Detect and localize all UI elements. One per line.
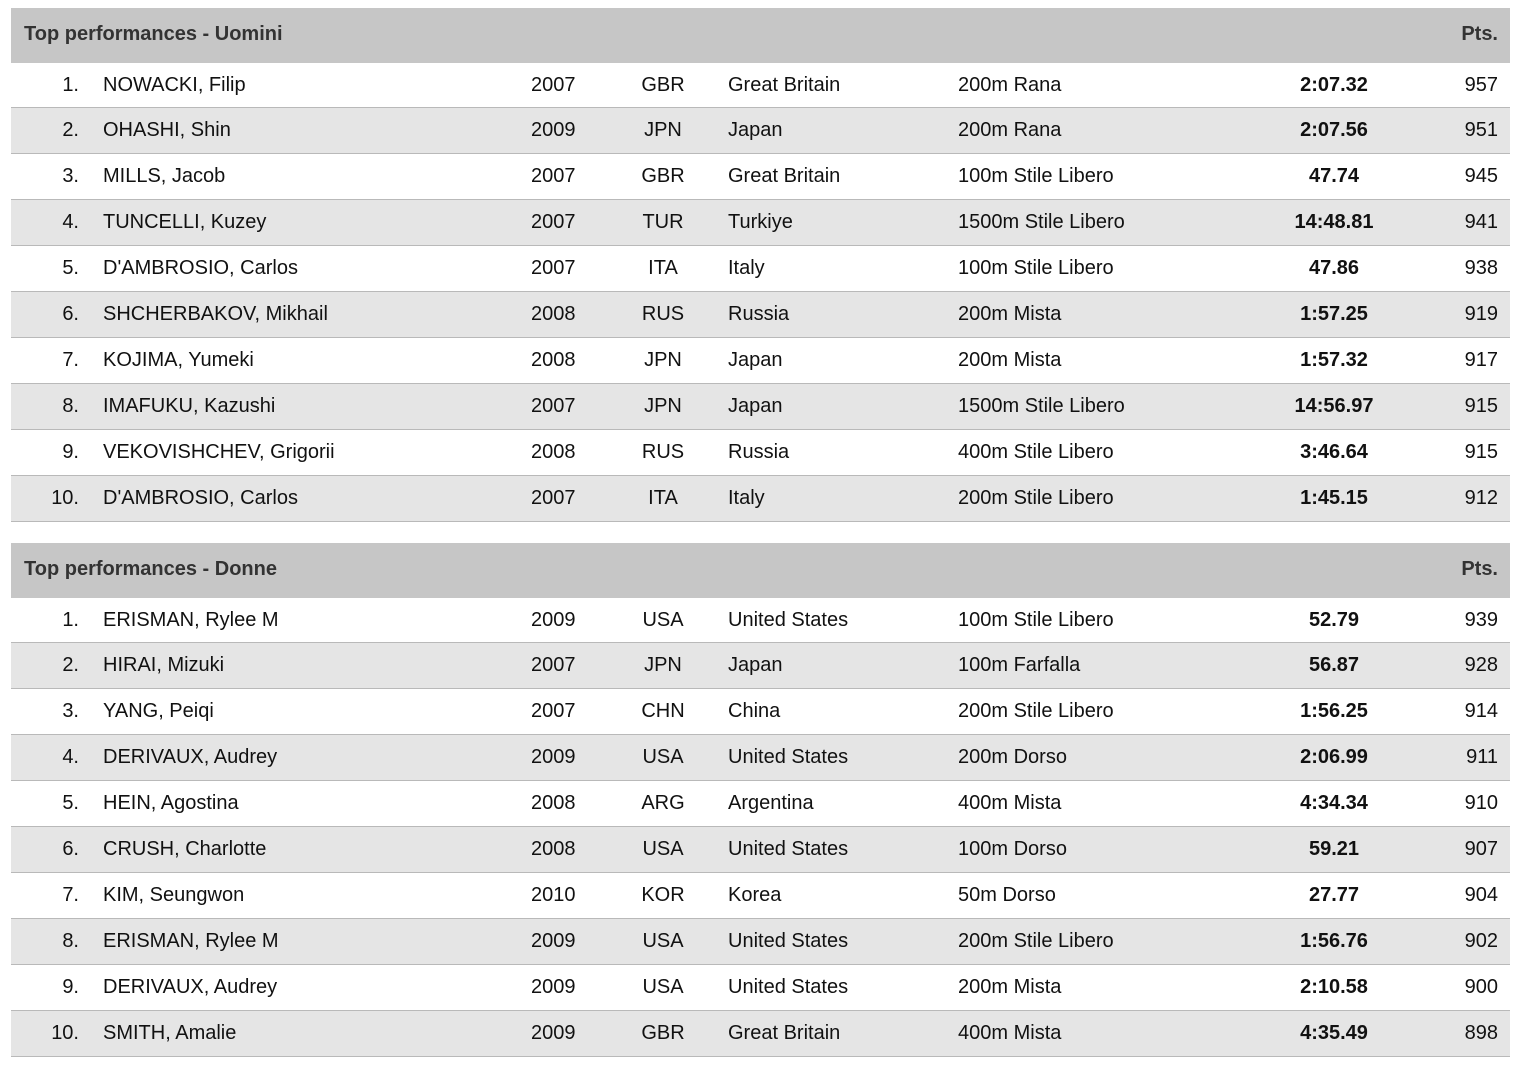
event-name: 200m Rana (958, 74, 1062, 96)
rank-cell: 5. (62, 792, 79, 814)
table-row (11, 781, 1510, 827)
event-name: 200m Mista (958, 349, 1062, 371)
country-name: Japan (728, 119, 783, 141)
event-name: 1500m Stile Libero (958, 211, 1125, 233)
birth-year: 2007 (531, 654, 576, 676)
nation-code: RUS (641, 303, 685, 325)
country-name: Argentina (728, 792, 814, 814)
points-value: 945 (1464, 165, 1498, 187)
birth-year: 2007 (531, 211, 576, 233)
table-row (11, 873, 1510, 919)
swim-time: 4:35.49 (1300, 1022, 1368, 1044)
rank-cell: 2. (62, 119, 79, 141)
table-row (11, 476, 1510, 522)
event-name: 200m Stile Libero (958, 487, 1114, 509)
points-value: 939 (1464, 609, 1498, 631)
rank-cell: 6. (62, 838, 79, 860)
event-name: 100m Stile Libero (958, 609, 1114, 631)
table-row (11, 689, 1510, 735)
country-name: Great Britain (728, 165, 841, 187)
table-row (11, 338, 1510, 384)
points-value: 910 (1464, 792, 1498, 814)
swim-time: 1:45.15 (1300, 487, 1368, 509)
nation-code: USA (642, 609, 684, 631)
swim-time: 2:06.99 (1300, 746, 1368, 768)
athlete-name: DERIVAUX, Audrey (103, 976, 278, 998)
rank-cell: 4. (62, 746, 79, 768)
rank-cell: 3. (62, 165, 79, 187)
birth-year: 2009 (531, 119, 576, 141)
table-row (11, 200, 1510, 246)
nation-code: JPN (644, 349, 682, 371)
birth-year: 2007 (531, 74, 576, 96)
birth-year: 2009 (531, 746, 576, 768)
nation-code: CHN (641, 700, 685, 722)
birth-year: 2009 (531, 1022, 576, 1044)
swim-time: 56.87 (1308, 654, 1360, 676)
event-name: 200m Mista (958, 976, 1062, 998)
country-name: United States (728, 930, 849, 952)
swim-time: 3:46.64 (1300, 441, 1368, 463)
points-value: 957 (1464, 74, 1498, 96)
nation-code: ITA (648, 487, 678, 509)
country-name: Great Britain (728, 1022, 841, 1044)
nation-code: KOR (641, 884, 685, 906)
table-row (11, 246, 1510, 292)
table-row (11, 598, 1510, 643)
rank-cell: 1. (62, 609, 79, 631)
swim-time: 2:07.32 (1300, 74, 1368, 96)
rank-cell: 6. (62, 303, 79, 325)
points-value: 902 (1464, 930, 1498, 952)
points-column-header: Pts. (1461, 558, 1498, 580)
country-name: United States (728, 838, 849, 860)
event-name: 200m Dorso (958, 746, 1067, 768)
event-name: 400m Stile Libero (958, 441, 1114, 463)
country-name: United States (728, 976, 849, 998)
rank-cell: 4. (62, 211, 79, 233)
athlete-name: ERISMAN, Rylee M (103, 930, 279, 952)
birth-year: 2009 (531, 976, 576, 998)
table-row (11, 643, 1510, 689)
country-name: Japan (728, 395, 783, 417)
nation-code: USA (642, 976, 684, 998)
athlete-name: D'AMBROSIO, Carlos (103, 257, 298, 279)
athlete-name: ERISMAN, Rylee M (103, 609, 279, 631)
birth-year: 2007 (531, 700, 576, 722)
nation-code: USA (642, 746, 684, 768)
nation-code: GBR (641, 74, 685, 96)
event-name: 100m Dorso (958, 838, 1067, 860)
points-value: 951 (1464, 119, 1498, 141)
swim-time: 52.79 (1308, 609, 1360, 631)
swim-time: 2:07.56 (1300, 119, 1368, 141)
country-name: Russia (728, 441, 790, 463)
women-rankings-table (11, 543, 1510, 1057)
athlete-name: HEIN, Agostina (103, 792, 239, 814)
table-row (11, 827, 1510, 873)
athlete-name: TUNCELLI, Kuzey (103, 211, 267, 233)
nation-code: TUR (642, 211, 684, 233)
table-title: Top performances - Donne (24, 558, 277, 580)
nation-code: USA (642, 838, 684, 860)
birth-year: 2007 (531, 395, 576, 417)
athlete-name: IMAFUKU, Kazushi (103, 395, 276, 417)
men-rankings-table (11, 8, 1510, 522)
athlete-name: NOWACKI, Filip (103, 74, 246, 96)
nation-code: GBR (641, 1022, 685, 1044)
points-column-header: Pts. (1461, 23, 1498, 45)
birth-year: 2007 (531, 165, 576, 187)
table-row (11, 292, 1510, 338)
birth-year: 2009 (531, 609, 576, 631)
rank-cell: 2. (62, 654, 79, 676)
nation-code: JPN (644, 654, 682, 676)
rank-cell: 8. (62, 930, 79, 952)
event-name: 200m Stile Libero (958, 930, 1114, 952)
points-value: 917 (1464, 349, 1498, 371)
rank-cell: 10. (51, 1022, 79, 1044)
country-name: Great Britain (728, 74, 841, 96)
birth-year: 2008 (531, 838, 576, 860)
table-header (11, 8, 1510, 63)
table-body (11, 63, 1510, 522)
table-header (11, 543, 1510, 598)
country-name: Italy (728, 487, 765, 509)
athlete-name: KIM, Seungwon (103, 884, 245, 906)
event-name: 100m Stile Libero (958, 165, 1114, 187)
points-value: 898 (1464, 1022, 1498, 1044)
swim-time: 47.74 (1308, 165, 1360, 187)
swim-time: 1:57.25 (1300, 303, 1368, 325)
birth-year: 2008 (531, 349, 576, 371)
athlete-name: KOJIMA, Yumeki (103, 349, 254, 371)
country-name: Korea (728, 884, 782, 906)
nation-code: ITA (648, 257, 678, 279)
swim-time: 27.77 (1308, 884, 1360, 906)
event-name: 100m Farfalla (958, 654, 1081, 676)
table-row (11, 108, 1510, 154)
swim-time: 47.86 (1308, 257, 1360, 279)
points-value: 938 (1464, 257, 1498, 279)
rank-cell: 3. (62, 700, 79, 722)
country-name: China (728, 700, 781, 722)
birth-year: 2007 (531, 257, 576, 279)
nation-code: USA (642, 930, 684, 952)
athlete-name: DERIVAUX, Audrey (103, 746, 278, 768)
country-name: Turkiye (728, 211, 793, 233)
swim-time: 14:48.81 (1294, 211, 1374, 233)
event-name: 1500m Stile Libero (958, 395, 1125, 417)
event-name: 100m Stile Libero (958, 257, 1114, 279)
nation-code: JPN (644, 119, 682, 141)
table-row (11, 154, 1510, 200)
athlete-name: SMITH, Amalie (103, 1022, 237, 1044)
table-row (11, 919, 1510, 965)
swim-time: 59.21 (1308, 838, 1360, 860)
country-name: Japan (728, 349, 783, 371)
table-row (11, 384, 1510, 430)
swim-time: 1:56.25 (1300, 700, 1368, 722)
athlete-name: D'AMBROSIO, Carlos (103, 487, 298, 509)
athlete-name: HIRAI, Mizuki (103, 654, 225, 676)
points-value: 915 (1464, 395, 1498, 417)
swim-time: 4:34.34 (1300, 792, 1368, 814)
rank-cell: 9. (62, 976, 79, 998)
swim-time: 1:56.76 (1300, 930, 1368, 952)
country-name: Russia (728, 303, 790, 325)
points-value: 914 (1464, 700, 1498, 722)
table-row (11, 735, 1510, 781)
birth-year: 2008 (531, 303, 576, 325)
rank-cell: 7. (62, 349, 79, 371)
nation-code: RUS (641, 441, 685, 463)
country-name: Japan (728, 654, 783, 676)
athlete-name: VEKOVISHCHEV, Grigorii (103, 441, 335, 463)
table-row (11, 63, 1510, 108)
points-value: 904 (1464, 884, 1498, 906)
event-name: 50m Dorso (958, 884, 1056, 906)
event-name: 200m Stile Libero (958, 700, 1114, 722)
event-name: 400m Mista (958, 792, 1062, 814)
rank-cell: 8. (62, 395, 79, 417)
points-value: 919 (1464, 303, 1498, 325)
swim-time: 2:10.58 (1300, 976, 1368, 998)
points-value: 915 (1464, 441, 1498, 463)
rank-cell: 9. (62, 441, 79, 463)
rank-cell: 1. (62, 74, 79, 96)
table-body (11, 598, 1510, 1057)
swim-time: 1:57.32 (1300, 349, 1368, 371)
rank-cell: 10. (51, 487, 79, 509)
athlete-name: OHASHI, Shin (103, 119, 231, 141)
table-row (11, 430, 1510, 476)
event-name: 200m Mista (958, 303, 1062, 325)
rank-cell: 5. (62, 257, 79, 279)
points-value: 900 (1464, 976, 1498, 998)
birth-year: 2008 (531, 441, 576, 463)
rank-cell: 7. (62, 884, 79, 906)
nation-code: ARG (641, 792, 685, 814)
points-value: 907 (1464, 838, 1498, 860)
birth-year: 2008 (531, 792, 576, 814)
points-value: 911 (1466, 746, 1498, 768)
country-name: United States (728, 746, 849, 768)
table-title: Top performances - Uomini (24, 23, 283, 45)
birth-year: 2007 (531, 487, 576, 509)
table-row (11, 965, 1510, 1011)
athlete-name: YANG, Peiqi (103, 700, 214, 722)
athlete-name: SHCHERBAKOV, Mikhail (103, 303, 328, 325)
birth-year: 2009 (531, 930, 576, 952)
athlete-name: CRUSH, Charlotte (103, 838, 267, 860)
table-row (11, 1011, 1510, 1057)
event-name: 400m Mista (958, 1022, 1062, 1044)
nation-code: JPN (644, 395, 682, 417)
birth-year: 2010 (531, 884, 576, 906)
swim-time: 14:56.97 (1294, 395, 1374, 417)
event-name: 200m Rana (958, 119, 1062, 141)
country-name: Italy (728, 257, 765, 279)
athlete-name: MILLS, Jacob (103, 165, 226, 187)
points-value: 928 (1464, 654, 1498, 676)
country-name: United States (728, 609, 849, 631)
points-value: 941 (1464, 211, 1498, 233)
nation-code: GBR (641, 165, 685, 187)
points-value: 912 (1464, 487, 1498, 509)
